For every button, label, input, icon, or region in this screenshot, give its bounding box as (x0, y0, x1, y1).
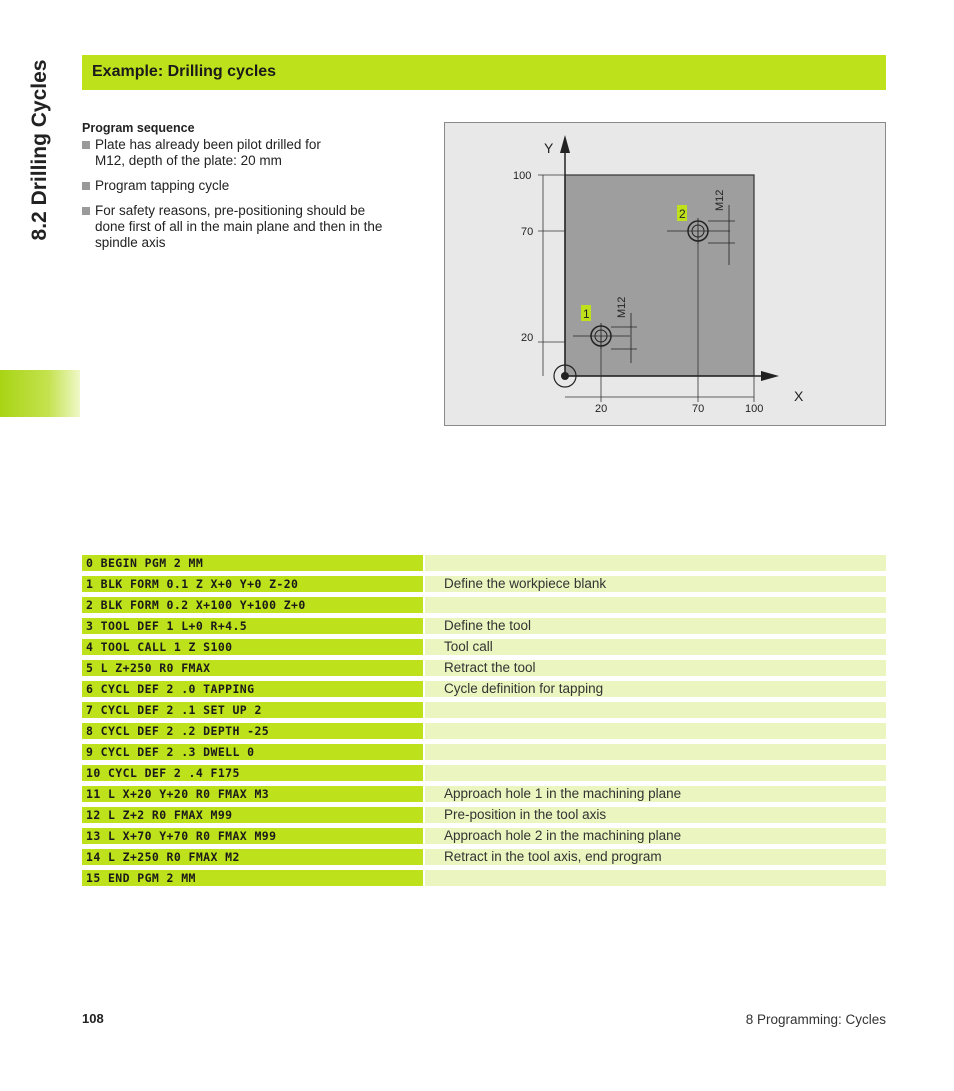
nc-comment (425, 765, 886, 781)
nc-code: 5 L Z+250 R0 FMAX (82, 660, 423, 676)
table-row (82, 554, 886, 575)
hole-2-thread-label: M12 (714, 189, 726, 211)
nc-code: 0 BEGIN PGM 2 MM (82, 555, 423, 571)
nc-comment (425, 723, 886, 739)
list-item: Program tapping cycle (82, 178, 427, 194)
drawing-canvas (445, 123, 887, 427)
hole-1-thread-label: M12 (616, 296, 628, 318)
nc-comment: Tool call (425, 639, 886, 655)
page-number: 108 (82, 1011, 104, 1026)
list-item: For safety reasons, pre-positioning should be done first of all in the main plane and then in the spindle axis (82, 203, 427, 251)
nc-code: 8 CYCL DEF 2 .2 DEPTH -25 (82, 723, 423, 739)
bullet-square-icon (82, 141, 90, 149)
table-row (82, 575, 886, 596)
program-sequence-heading: Program sequence (82, 121, 195, 135)
nc-code: 15 END PGM 2 MM (82, 870, 423, 886)
hole-2-label: 2 (679, 207, 686, 221)
y-axis-label: Y (544, 140, 554, 156)
nc-code: 9 CYCL DEF 2 .3 DWELL 0 (82, 744, 423, 760)
nc-comment (425, 555, 886, 571)
nc-comment: Define the tool (425, 618, 886, 634)
y-axis-arrow-icon (560, 135, 570, 153)
x-tick-label: 20 (595, 403, 608, 415)
nc-code: 7 CYCL DEF 2 .1 SET UP 2 (82, 702, 423, 718)
table-row (82, 743, 886, 764)
table-row (82, 617, 886, 638)
nc-code: 4 TOOL CALL 1 Z S100 (82, 639, 423, 655)
nc-comment (425, 702, 886, 718)
y-tick-label: 70 (521, 226, 534, 238)
side-chapter-title: 8.2 Drilling Cycles (28, 59, 51, 241)
nc-code: 12 L Z+2 R0 FMAX M99 (82, 807, 423, 823)
table-row (82, 869, 886, 890)
nc-code: 11 L X+20 Y+20 R0 FMAX M3 (82, 786, 423, 802)
table-row (82, 659, 886, 680)
table-row (82, 848, 886, 869)
nc-comment: Define the workpiece blank (425, 576, 886, 592)
x-axis-label: X (794, 388, 804, 404)
x-tick-label: 70 (692, 403, 705, 415)
bullet-square-icon (82, 182, 90, 190)
nc-comment: Retract in the tool axis, end program (425, 849, 886, 865)
nc-code: 10 CYCL DEF 2 .4 F175 (82, 765, 423, 781)
nc-comment: Retract the tool (425, 660, 886, 676)
nc-code: 6 CYCL DEF 2 .0 TAPPING (82, 681, 423, 697)
program-sequence (82, 120, 427, 260)
nc-code: 3 TOOL DEF 1 L+0 R+4.5 (82, 618, 423, 634)
workpiece-drawing (444, 122, 886, 426)
nc-code: 14 L Z+250 R0 FMAX M2 (82, 849, 423, 865)
nc-comment: Approach hole 1 in the machining plane (425, 786, 886, 802)
table-row (82, 764, 886, 785)
x-axis-arrow-icon (761, 371, 779, 381)
nc-comment: Cycle definition for tapping (425, 681, 886, 697)
side-tab-marker (0, 370, 80, 417)
y-tick-label: 100 (513, 170, 532, 182)
nc-code: 13 L X+70 Y+70 R0 FMAX M99 (82, 828, 423, 844)
list-item: Plate has already been pilot drilled for M12, depth of the plate: 20 mm (82, 137, 427, 169)
datum-center-icon (561, 372, 569, 380)
table-row (82, 806, 886, 827)
nc-comment (425, 597, 886, 613)
table-row (82, 722, 886, 743)
nc-comment (425, 870, 886, 886)
footer-chapter: 8 Programming: Cycles (745, 1012, 886, 1027)
nc-code: 1 BLK FORM 0.1 Z X+0 Y+0 Z-20 (82, 576, 423, 592)
nc-comment: Pre-position in the tool axis (425, 807, 886, 823)
table-row (82, 701, 886, 722)
table-row (82, 785, 886, 806)
hole-1-label: 1 (583, 307, 590, 321)
x-tick-label: 100 (745, 403, 764, 415)
section-title: Example: Drilling cycles (92, 63, 277, 80)
nc-program-listing (82, 554, 886, 890)
section-banner (82, 55, 886, 90)
bullet-square-icon (82, 207, 90, 215)
table-row (82, 680, 886, 701)
y-tick-label: 20 (521, 332, 534, 344)
nc-code: 2 BLK FORM 0.2 X+100 Y+100 Z+0 (82, 597, 423, 613)
table-row (82, 638, 886, 659)
nc-comment: Approach hole 2 in the machining plane (425, 828, 886, 844)
table-row (82, 827, 886, 848)
table-row (82, 596, 886, 617)
nc-comment (425, 744, 886, 760)
